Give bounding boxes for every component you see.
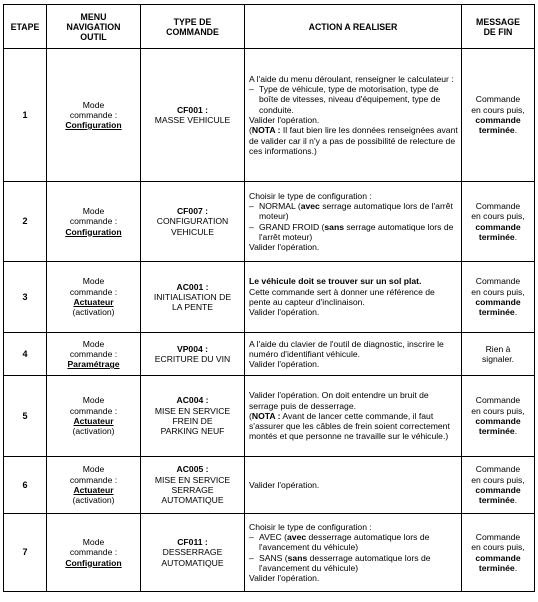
message-line4 — [465, 563, 531, 573]
action-bullet — [249, 553, 458, 574]
action-warning: Le véhicule doit se trouver sur un sol plat. — [249, 276, 422, 287]
procedure-table — [3, 4, 535, 592]
command-code: CF001 : — [176, 104, 209, 115]
action-validate: Valider l'opération. — [249, 479, 320, 490]
action-validate: Valider l'opération. — [249, 573, 320, 584]
step-number: 1 — [4, 49, 47, 182]
action-note — [249, 125, 458, 156]
header-type-line2: COMMANDE — [166, 26, 219, 37]
message-period: . — [514, 231, 518, 242]
menu-mode: Mode — [82, 537, 105, 548]
command-cell — [141, 262, 245, 333]
command-cell — [141, 49, 245, 182]
menu-commande: commande : — [69, 547, 118, 558]
step-number: 2 — [4, 182, 47, 262]
action-intro: A l'aide du menu déroulant, renseigner le calculateur : — [249, 73, 454, 84]
bullet-bold: sans — [324, 221, 344, 232]
action-cell — [245, 49, 462, 182]
message-line2: en cours puis, — [471, 211, 525, 222]
command-name: MISE EN SERVICE — [154, 405, 231, 416]
action-bullet — [249, 222, 458, 243]
bullet-post: serrage automatique lors de l'arrêt moteur) — [259, 200, 453, 222]
message-line3: commande — [475, 416, 521, 426]
action-bullet — [249, 201, 458, 222]
menu-activation: (activation) — [72, 307, 115, 318]
command-cell — [141, 333, 245, 376]
message-period: . — [514, 125, 518, 136]
command-name: FREIN DE — [172, 416, 213, 426]
note-label: NOTA : — [251, 125, 281, 136]
action-validate: Valider l'opération. — [249, 115, 320, 125]
menu-commande: commande : — [69, 109, 118, 120]
action-validate: Valider l'opération. — [249, 359, 320, 370]
message-line3: commande — [475, 552, 521, 563]
message-line2: signaler. — [481, 354, 514, 364]
message-line2: en cours puis, — [471, 104, 525, 115]
menu-commande: commande : — [69, 216, 118, 227]
command-code: AC005 : — [176, 464, 209, 475]
command-cell — [141, 457, 245, 514]
command-code: CF011 : — [177, 537, 208, 548]
action-cell — [245, 333, 462, 376]
bullet-post: serrage automatique lors de l'arrêt moteur) — [259, 221, 454, 242]
message-line4 — [465, 426, 531, 436]
header-action — [245, 5, 462, 49]
message-line3: commande — [475, 297, 521, 307]
message-period: . — [514, 562, 518, 573]
bullet-bold: avec — [287, 531, 307, 542]
command-code: CF007 : — [176, 206, 209, 217]
menu-commande: commande : — [69, 348, 118, 359]
command-name: INITIALISATION DE — [153, 291, 232, 302]
header-type — [141, 5, 245, 49]
command-name: DESSERRAGE — [162, 547, 223, 558]
action-text: A l'aide du clavier de l'outil de diagnostic, inscrire le numéro d'identifiant véhicule. — [249, 338, 444, 359]
menu-cell — [47, 457, 141, 514]
action-cell — [245, 182, 462, 262]
command-name: AUTOMATIQUE — [161, 495, 224, 506]
menu-configuration: Configuration — [65, 557, 122, 568]
menu-commande: commande : — [69, 474, 118, 485]
menu-configuration: Configuration — [65, 226, 122, 237]
message-line4 — [465, 495, 531, 505]
action-cell — [245, 376, 462, 457]
action-intro: Choisir le type de configuration : — [249, 190, 372, 201]
menu-commande: commande : — [69, 286, 118, 297]
command-code: AC004 : — [176, 395, 209, 406]
message-line1: Commande — [475, 276, 521, 287]
action-validate: Valider l'opération. — [249, 307, 320, 318]
bullet-pre: AVEC ( — [259, 531, 288, 542]
procedure-table-container — [3, 4, 534, 592]
note-open: ( — [249, 410, 252, 421]
command-name: MISE EN SERVICE — [154, 474, 231, 485]
message-terminee: terminée — [478, 426, 515, 437]
header-type-line1: TYPE DE — [173, 16, 212, 27]
command-name: SERRAGE — [171, 485, 214, 495]
message-line2: en cours puis, — [471, 474, 525, 485]
command-cell — [141, 514, 245, 592]
header-menu-line3: OUTIL — [80, 31, 107, 42]
menu-cell — [47, 376, 141, 457]
table-row — [4, 262, 535, 333]
command-cell — [141, 182, 245, 262]
note-text: Il faut bien lire les données renseignées avant de valider car il n'y a pas de possibilité de relecture de ces informations.) — [249, 125, 458, 156]
menu-cell — [47, 514, 141, 592]
bullet-bold: sans — [287, 552, 308, 563]
action-cell — [245, 262, 462, 333]
message-cell — [462, 49, 535, 182]
command-name: VEHICULE — [171, 226, 214, 237]
message-line4 — [465, 307, 531, 317]
header-etape-label: ETAPE — [10, 21, 40, 32]
action-cell — [245, 457, 462, 514]
menu-activation: (activation) — [72, 426, 115, 437]
message-period: . — [514, 495, 518, 506]
table-row — [4, 49, 535, 182]
message-line1: Commande — [475, 531, 521, 542]
message-terminee: terminée — [478, 231, 515, 242]
action-bullets — [249, 201, 458, 242]
command-cell — [141, 376, 245, 457]
bullet-post: desserrage automatique lors de l'avancement du véhicule) — [259, 531, 430, 553]
message-cell — [462, 262, 535, 333]
menu-cell — [47, 262, 141, 333]
header-message-line2: DE FIN — [483, 26, 513, 37]
action-cell — [245, 514, 462, 592]
message-line1: Commande — [475, 94, 521, 105]
action-intro: Choisir le type de configuration : — [249, 521, 372, 532]
menu-actuateur: Actuateur — [73, 416, 114, 426]
table-row — [4, 457, 535, 514]
message-terminee: terminée — [478, 562, 515, 573]
command-code: VP004 : — [176, 343, 209, 354]
menu-cell — [47, 182, 141, 262]
message-terminee: terminée — [478, 307, 515, 318]
message-line1: Commande — [475, 464, 521, 475]
message-cell — [462, 514, 535, 592]
command-name: PARKING NEUF — [160, 426, 225, 437]
action-text: Cette commande sert à donner une référence de pente au capteur d'inclinaison. — [249, 286, 435, 307]
menu-activation: (activation) — [72, 495, 115, 506]
message-line1: Commande — [475, 200, 521, 211]
menu-actuateur: Actuateur — [73, 297, 114, 307]
header-menu-line2: NAVIGATION — [66, 21, 121, 32]
header-message — [462, 5, 535, 49]
menu-commande: commande : — [69, 405, 118, 416]
action-bullet: – Type de véhicule, type de motorisation, type de boîte de vitesses, niveau d'équipement, type de conduite. — [249, 84, 458, 115]
message-line3: commande — [475, 221, 521, 232]
message-line3: commande — [475, 115, 521, 125]
menu-configuration: Configuration — [65, 120, 122, 131]
command-code: AC001 : — [176, 281, 209, 292]
command-name: CONFIGURATION — [156, 216, 229, 227]
menu-mode: Mode — [82, 276, 105, 287]
header-row — [4, 5, 535, 49]
bullet-pre: GRAND FROID ( — [259, 221, 325, 232]
menu-cell — [47, 333, 141, 376]
message-cell — [462, 333, 535, 376]
menu-actuateur: Actuateur — [73, 485, 114, 495]
header-menu — [47, 5, 141, 49]
header-etape — [4, 5, 47, 49]
table-row — [4, 376, 535, 457]
command-name: ECRITURE DU VIN — [154, 354, 231, 364]
header-action-label: ACTION A REALISER — [308, 21, 398, 32]
note-open: ( — [249, 125, 252, 136]
step-number: 3 — [4, 262, 47, 333]
step-number: 7 — [4, 514, 47, 592]
menu-mode: Mode — [82, 464, 105, 475]
action-bullets — [249, 84, 458, 115]
menu-mode: Mode — [82, 206, 105, 217]
message-line3: commande — [475, 485, 521, 495]
message-line4 — [465, 125, 531, 135]
table-row — [4, 514, 535, 592]
message-line2: en cours puis, — [471, 542, 525, 553]
message-period: . — [514, 307, 518, 318]
header-message-line1: MESSAGE — [476, 16, 520, 27]
message-cell — [462, 457, 535, 514]
message-cell — [462, 376, 535, 457]
header-menu-line1: MENU — [80, 11, 107, 22]
command-name: LA PENTE — [171, 302, 214, 313]
step-number: 5 — [4, 376, 47, 457]
message-line2: en cours puis, — [471, 405, 525, 416]
action-bullet — [249, 532, 458, 553]
step-number: 4 — [4, 333, 47, 376]
action-text: Valider l'opération. On doit entendre un bruit de serrage puis de desserrage. — [249, 390, 429, 411]
message-period: . — [514, 426, 518, 437]
note-label: NOTA : — [251, 410, 281, 421]
message-line2: en cours puis, — [471, 286, 525, 297]
menu-cell — [47, 49, 141, 182]
table-row — [4, 333, 535, 376]
note-text: Avant de lancer cette commande, il faut s'assurer que les câbles de frein soient correctement montés et que personne ne travaille sur le véhicule.) — [249, 410, 450, 442]
command-name: AUTOMATIQUE — [161, 557, 224, 568]
menu-mode: Mode — [82, 395, 105, 406]
message-cell — [462, 182, 535, 262]
bullet-post: desserrage automatique lors de l'avancement du véhicule) — [259, 552, 431, 573]
message-terminee: terminée — [478, 495, 515, 506]
bullet-bold: avec — [300, 200, 320, 211]
bullet-pre: SANS ( — [259, 552, 288, 563]
action-validate: Valider l'opération. — [249, 242, 320, 253]
action-bullets — [249, 532, 458, 573]
step-number: 6 — [4, 457, 47, 514]
menu-parametrage: Paramétrage — [67, 359, 120, 370]
command-name: MASSE VEHICULE — [154, 115, 231, 125]
menu-mode: Mode — [82, 338, 105, 349]
table-row — [4, 182, 535, 262]
bullet-pre: NORMAL ( — [259, 200, 301, 211]
action-note — [249, 411, 458, 442]
message-line1: Commande — [475, 395, 521, 406]
message-line4 — [465, 232, 531, 242]
message-terminee: terminée — [478, 125, 515, 136]
menu-mode: Mode — [82, 99, 105, 110]
message-line1: Rien à — [485, 343, 511, 354]
